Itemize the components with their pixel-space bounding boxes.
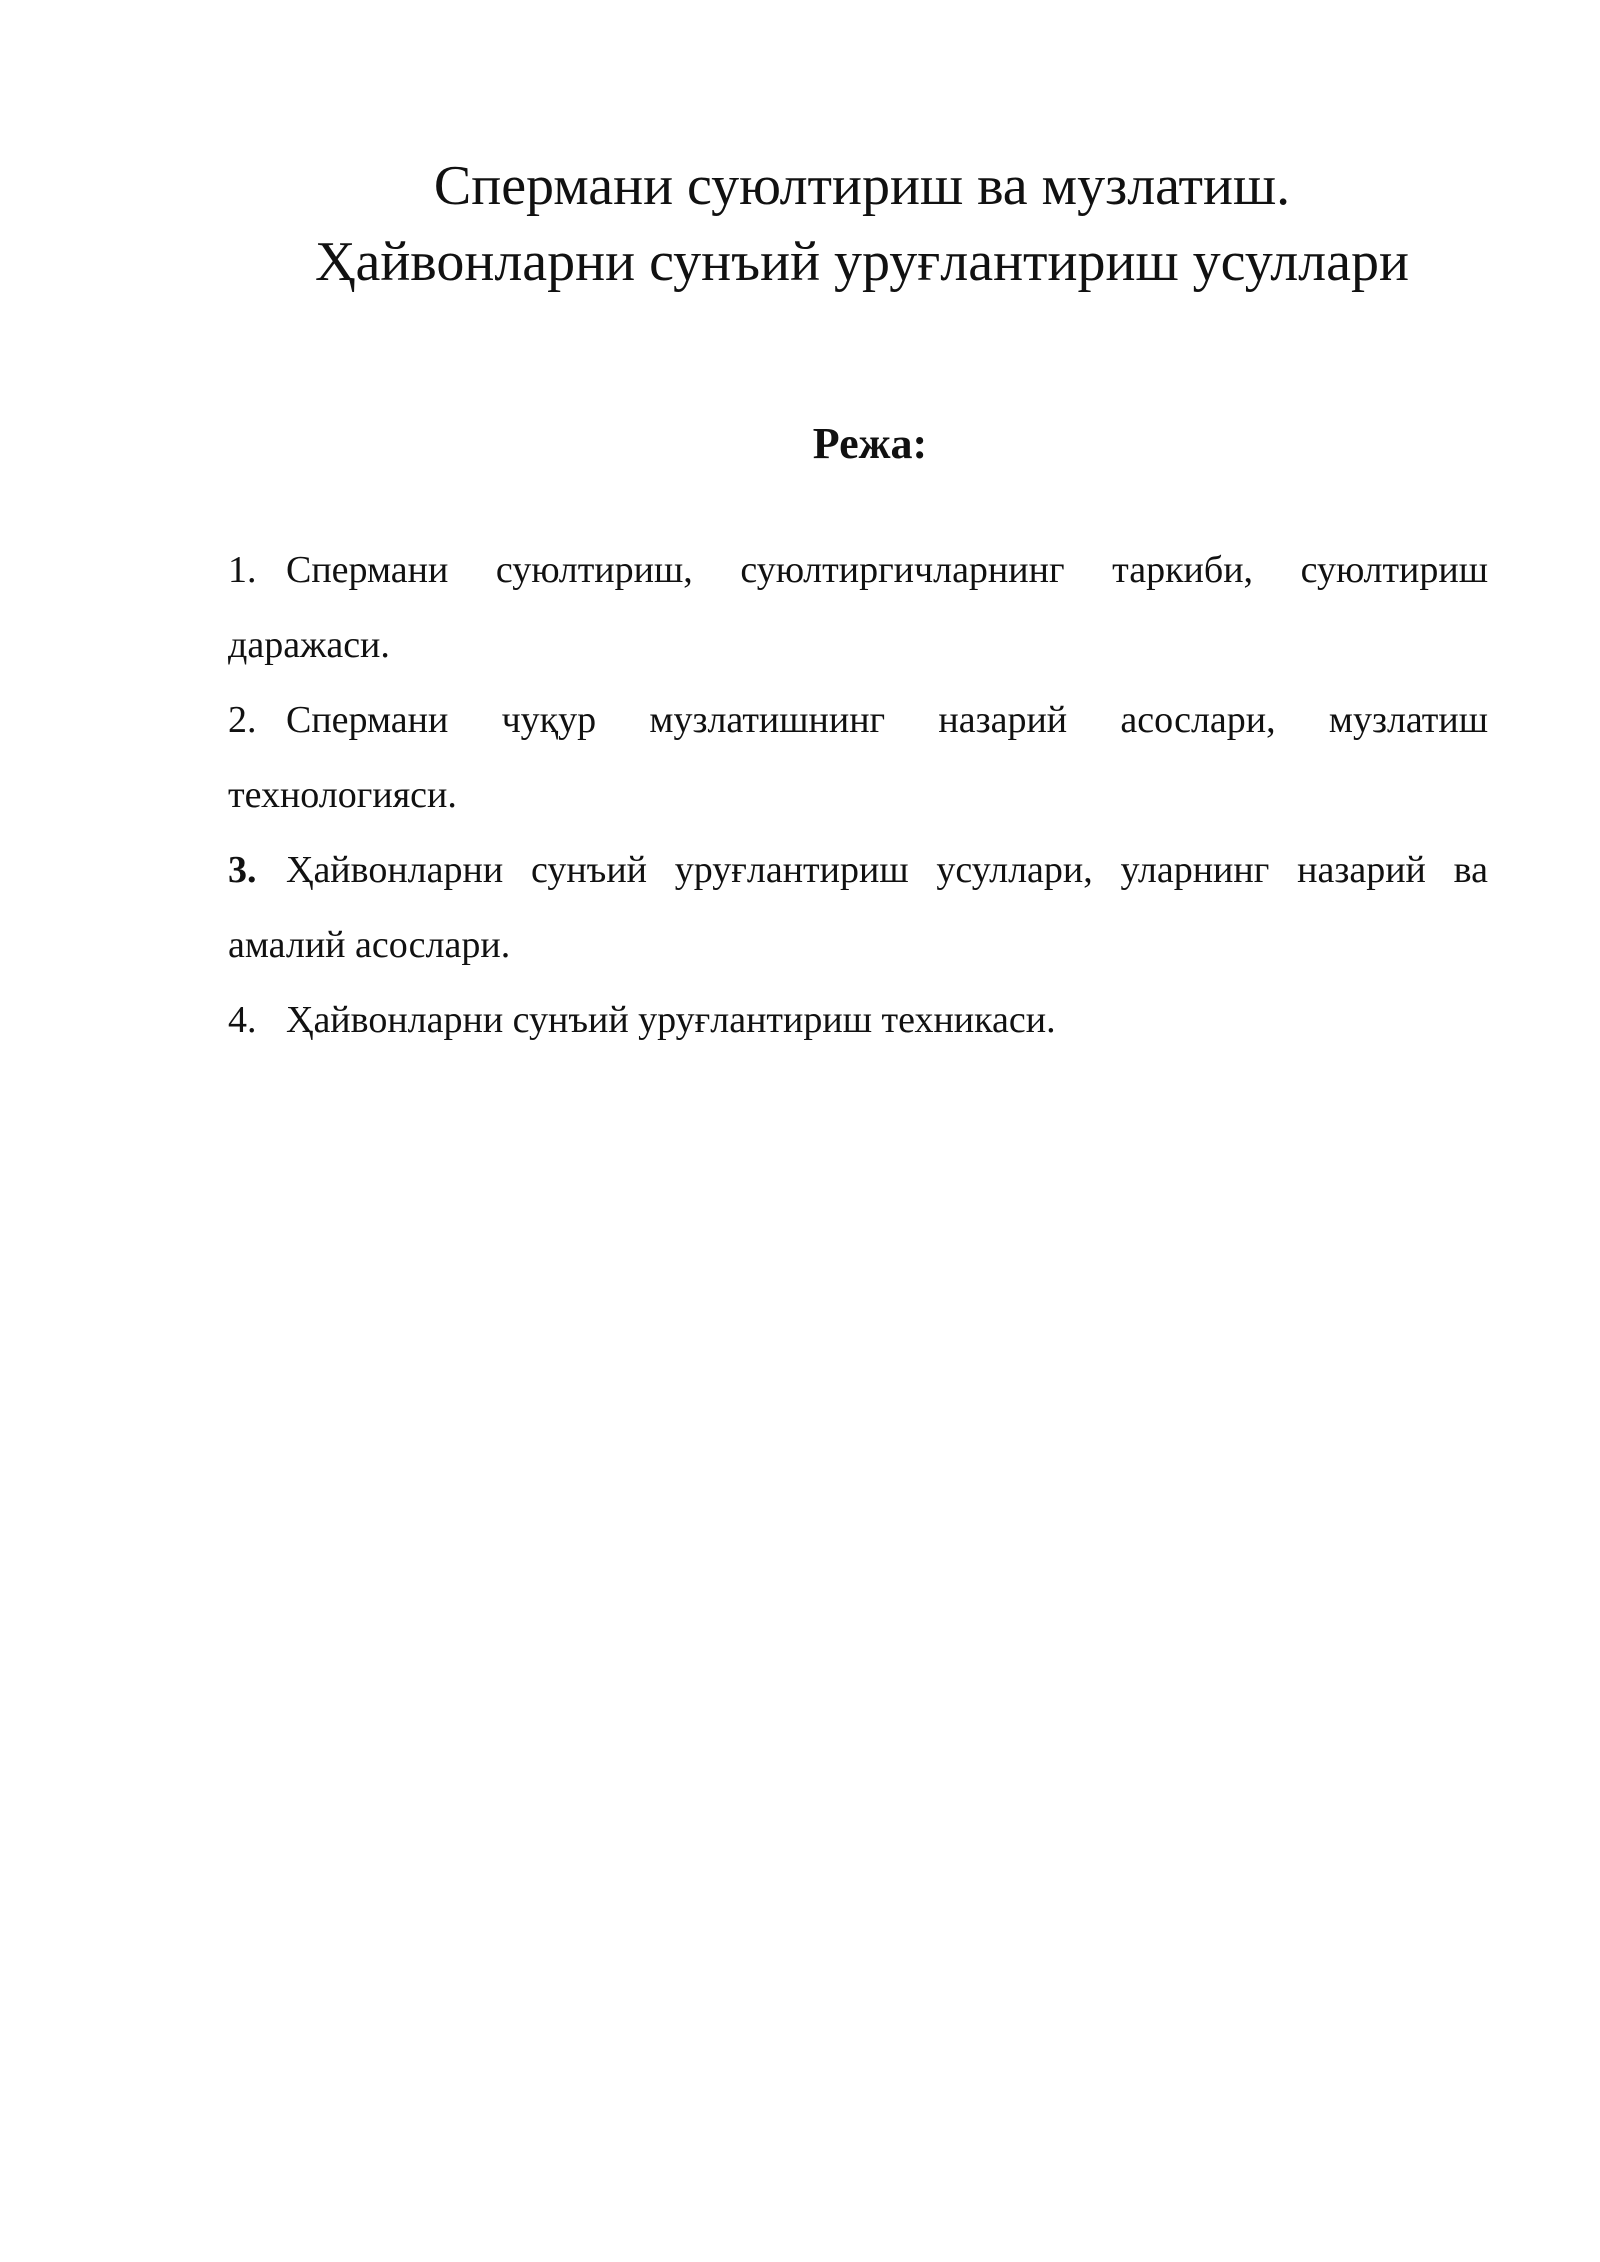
plan-item-3 bbox=[228, 833, 1488, 983]
title-line-1: Спермани суюлтириш ва музлатиш. bbox=[433, 155, 1291, 217]
plan-item-text: Спермани суюлтириш, суюлтиргичларнинг таркиби, суюлтириш даражаси. bbox=[228, 549, 1488, 666]
plan-item-number: 2. bbox=[228, 699, 257, 741]
plan-item-text: Ҳайвонларни сунъий уруғлантириш техникаси. bbox=[286, 999, 1056, 1041]
plan-item-1 bbox=[228, 533, 1488, 683]
plan-heading: Режа: bbox=[812, 419, 928, 468]
plan-item-number: 3. bbox=[228, 849, 257, 891]
plan-item-number: 1. bbox=[228, 549, 257, 591]
document-title bbox=[72, 148, 1600, 300]
plan-item-2 bbox=[228, 683, 1488, 833]
plan-item-number: 4. bbox=[228, 999, 257, 1041]
plan-item-text: Спермани чуқур музлатишнинг назарий асослари, музлатиш технологияси. bbox=[228, 699, 1488, 816]
plan-list bbox=[228, 533, 1488, 1058]
plan-item-4 bbox=[228, 983, 1488, 1058]
plan-item-text: Ҳайвонларни сунъий уруғлантириш усуллари, уларнинг назарий ва амалий асослари. bbox=[228, 849, 1488, 966]
title-line-2: Ҳайвонларни сунъий уруғлантириш усуллари bbox=[315, 231, 1409, 293]
